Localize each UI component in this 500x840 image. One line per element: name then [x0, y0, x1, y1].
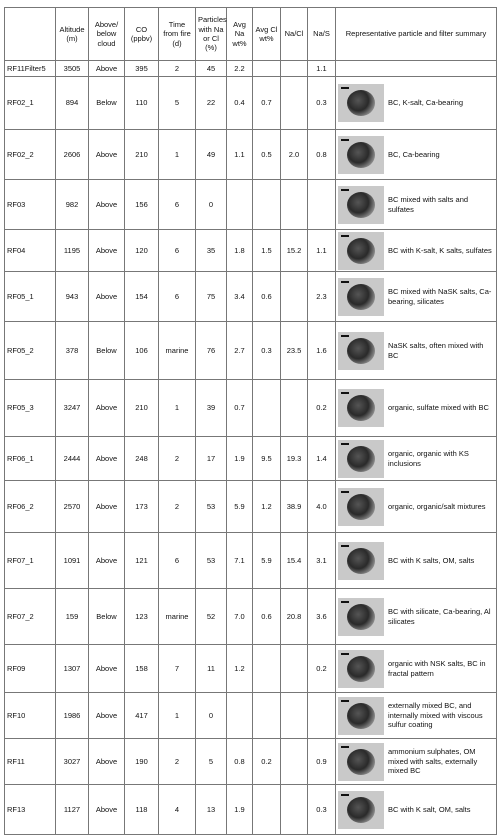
summary-text: ammonium sulphates, OM mixed with salts, externally mixed BC	[388, 747, 478, 776]
na-cl-cell	[281, 61, 308, 77]
flight-cell: RF03	[5, 180, 56, 230]
avg-na-cell: 7.0	[227, 589, 253, 645]
na-cl-cell: 15.4	[281, 533, 308, 589]
avg-cl-cell	[253, 61, 281, 77]
particles-cell: 53	[196, 533, 227, 589]
summary-text: organic, organic/salt mixtures	[388, 501, 486, 511]
na-s-cell: 3.1	[308, 533, 336, 589]
table-row	[5, 130, 497, 180]
flight-cell: RF06_2	[5, 481, 56, 533]
flight-cell: RF02_2	[5, 130, 56, 180]
table-row	[5, 533, 497, 589]
avg-cl-cell	[253, 380, 281, 437]
particles-cell: 76	[196, 322, 227, 380]
particles-cell: 52	[196, 589, 227, 645]
table-row	[5, 61, 497, 77]
co-cell: 248	[125, 437, 159, 481]
avg-na-cell: 0.7	[227, 380, 253, 437]
summary-text: BC with silicate, Ca-bearing, Al silicates	[388, 607, 491, 626]
altitude-cell: 2606	[56, 130, 89, 180]
na-cl-cell	[281, 693, 308, 739]
altitude-cell: 1986	[56, 693, 89, 739]
avg-cl-cell: 1.2	[253, 481, 281, 533]
avg-na-cell: 1.1	[227, 130, 253, 180]
na-cl-cell: 15.2	[281, 230, 308, 272]
na-cl-cell	[281, 180, 308, 230]
header-altitude: Altitude (m)	[56, 8, 89, 61]
avg-na-cell: 0.8	[227, 739, 253, 785]
cloud-cell: Above	[89, 739, 125, 785]
co-cell: 106	[125, 322, 159, 380]
summary-cell	[336, 180, 497, 230]
time-from-fire-cell: marine	[159, 322, 196, 380]
altitude-cell: 1091	[56, 533, 89, 589]
flight-cell: RF11	[5, 739, 56, 785]
particles-cell: 22	[196, 77, 227, 130]
flight-cell: RF07_2	[5, 589, 56, 645]
summary-cell	[336, 77, 497, 130]
particles-cell: 0	[196, 693, 227, 739]
altitude-cell: 3247	[56, 380, 89, 437]
co-cell: 154	[125, 272, 159, 322]
avg-na-cell	[227, 693, 253, 739]
na-cl-cell: 23.5	[281, 322, 308, 380]
header-flight	[5, 8, 56, 61]
table-row	[5, 380, 497, 437]
na-cl-cell	[281, 77, 308, 130]
co-cell: 118	[125, 785, 159, 835]
avg-na-cell	[227, 180, 253, 230]
particles-cell: 49	[196, 130, 227, 180]
particle-micrograph	[338, 136, 384, 174]
summary-cell	[336, 437, 497, 481]
summary-cell	[336, 380, 497, 437]
table-row	[5, 180, 497, 230]
na-s-cell: 1.1	[308, 230, 336, 272]
header-cloud: Above/ below cloud	[89, 8, 125, 61]
cloud-cell: Above	[89, 785, 125, 835]
particle-micrograph	[338, 488, 384, 526]
time-from-fire-cell: 2	[159, 481, 196, 533]
avg-cl-cell: 0.6	[253, 589, 281, 645]
time-from-fire-cell: 6	[159, 180, 196, 230]
table-row	[5, 739, 497, 785]
na-s-cell: 0.3	[308, 77, 336, 130]
particles-cell: 11	[196, 645, 227, 693]
avg-cl-cell	[253, 693, 281, 739]
summary-cell	[336, 589, 497, 645]
summary-text: BC with K salt, OM, salts	[388, 804, 471, 814]
particle-micrograph	[338, 791, 384, 829]
cloud-cell: Above	[89, 230, 125, 272]
flight-cell: RF02_1	[5, 77, 56, 130]
avg-cl-cell	[253, 180, 281, 230]
time-from-fire-cell: marine	[159, 589, 196, 645]
na-cl-cell: 20.8	[281, 589, 308, 645]
cloud-cell: Above	[89, 272, 125, 322]
co-cell: 123	[125, 589, 159, 645]
summary-text: organic with NSK salts, BC in fractal pattern	[388, 659, 486, 678]
table-row	[5, 230, 497, 272]
avg-na-cell: 2.7	[227, 322, 253, 380]
na-s-cell: 1.4	[308, 437, 336, 481]
particles-cell: 0	[196, 180, 227, 230]
avg-na-cell: 5.9	[227, 481, 253, 533]
na-cl-cell	[281, 645, 308, 693]
summary-text: BC, K-salt, Ca-bearing	[388, 98, 464, 108]
cloud-cell: Below	[89, 77, 125, 130]
co-cell: 210	[125, 130, 159, 180]
altitude-cell: 3027	[56, 739, 89, 785]
cloud-cell: Above	[89, 481, 125, 533]
na-cl-cell: 38.9	[281, 481, 308, 533]
header-na-s: Na/S	[308, 8, 336, 61]
na-s-cell: 3.6	[308, 589, 336, 645]
co-cell: 210	[125, 380, 159, 437]
flight-cell: RF09	[5, 645, 56, 693]
na-cl-cell: 2.0	[281, 130, 308, 180]
cloud-cell: Below	[89, 322, 125, 380]
na-s-cell: 1.6	[308, 322, 336, 380]
header-time-from-fire: Time from fire (d)	[159, 8, 196, 61]
na-s-cell	[308, 180, 336, 230]
time-from-fire-cell: 4	[159, 785, 196, 835]
avg-na-cell: 7.1	[227, 533, 253, 589]
na-cl-cell	[281, 380, 308, 437]
na-s-cell: 4.0	[308, 481, 336, 533]
na-s-cell: 1.1	[308, 61, 336, 77]
time-from-fire-cell: 6	[159, 533, 196, 589]
na-s-cell: 0.2	[308, 645, 336, 693]
particles-cell: 39	[196, 380, 227, 437]
avg-na-cell: 2.2	[227, 61, 253, 77]
na-s-cell: 0.8	[308, 130, 336, 180]
summary-text: BC mixed with salts and sulfates	[388, 195, 469, 214]
time-from-fire-cell: 2	[159, 61, 196, 77]
time-from-fire-cell: 2	[159, 437, 196, 481]
summary-text: organic, sulfate mixed with BC	[388, 403, 489, 413]
avg-cl-cell: 0.6	[253, 272, 281, 322]
co-cell: 158	[125, 645, 159, 693]
co-cell: 173	[125, 481, 159, 533]
avg-cl-cell	[253, 645, 281, 693]
particles-cell: 75	[196, 272, 227, 322]
cloud-cell: Above	[89, 61, 125, 77]
altitude-cell: 2444	[56, 437, 89, 481]
altitude-cell: 1127	[56, 785, 89, 835]
header-summary: Representative particle and filter summary	[336, 8, 497, 61]
co-cell: 395	[125, 61, 159, 77]
na-s-cell: 0.9	[308, 739, 336, 785]
particle-micrograph	[338, 697, 384, 735]
summary-cell	[336, 272, 497, 322]
avg-cl-cell	[253, 785, 281, 835]
na-s-cell: 0.3	[308, 785, 336, 835]
avg-cl-cell: 1.5	[253, 230, 281, 272]
cloud-cell: Above	[89, 180, 125, 230]
time-from-fire-cell: 5	[159, 77, 196, 130]
summary-cell	[336, 739, 497, 785]
particle-micrograph	[338, 440, 384, 478]
cloud-cell: Below	[89, 589, 125, 645]
time-from-fire-cell: 1	[159, 380, 196, 437]
particle-micrograph	[338, 598, 384, 636]
particles-cell: 17	[196, 437, 227, 481]
avg-na-cell: 1.2	[227, 645, 253, 693]
particles-cell: 5	[196, 739, 227, 785]
particle-micrograph	[338, 389, 384, 427]
altitude-cell: 1307	[56, 645, 89, 693]
flight-cell: RF07_1	[5, 533, 56, 589]
avg-cl-cell: 9.5	[253, 437, 281, 481]
particles-cell: 13	[196, 785, 227, 835]
summary-cell	[336, 322, 497, 380]
header-na-cl: Na/Cl	[281, 8, 308, 61]
summary-text: BC, Ca-bearing	[388, 149, 440, 159]
flight-cell: RF05_3	[5, 380, 56, 437]
summary-cell	[336, 481, 497, 533]
avg-cl-cell: 0.2	[253, 739, 281, 785]
summary-text: BC mixed with NaSK salts, Ca-bearing, silicates	[388, 287, 492, 306]
avg-cl-cell: 0.3	[253, 322, 281, 380]
summary-text: BC with K-salt, K salts, sulfates	[388, 245, 492, 255]
summary-cell	[336, 533, 497, 589]
co-cell: 110	[125, 77, 159, 130]
avg-cl-cell: 5.9	[253, 533, 281, 589]
co-cell: 120	[125, 230, 159, 272]
particle-micrograph	[338, 743, 384, 781]
flight-cell: RF13	[5, 785, 56, 835]
summary-cell	[336, 61, 497, 77]
particle-summary-table	[4, 7, 497, 835]
summary-text: externally mixed BC, and internally mixed with viscous sulfur coating	[388, 701, 483, 730]
table-row	[5, 437, 497, 481]
flight-cell: RF10	[5, 693, 56, 739]
summary-cell	[336, 130, 497, 180]
time-from-fire-cell: 6	[159, 272, 196, 322]
flight-cell: RF11Filter5	[5, 61, 56, 77]
time-from-fire-cell: 1	[159, 130, 196, 180]
altitude-cell: 3505	[56, 61, 89, 77]
altitude-cell: 943	[56, 272, 89, 322]
altitude-cell: 894	[56, 77, 89, 130]
table-row	[5, 272, 497, 322]
cloud-cell: Above	[89, 693, 125, 739]
altitude-cell: 1195	[56, 230, 89, 272]
summary-cell	[336, 785, 497, 835]
na-cl-cell	[281, 785, 308, 835]
avg-cl-cell: 0.5	[253, 130, 281, 180]
time-from-fire-cell: 1	[159, 693, 196, 739]
avg-na-cell: 0.4	[227, 77, 253, 130]
particle-micrograph	[338, 278, 384, 316]
altitude-cell: 982	[56, 180, 89, 230]
altitude-cell: 2570	[56, 481, 89, 533]
table-row	[5, 785, 497, 835]
time-from-fire-cell: 2	[159, 739, 196, 785]
summary-cell	[336, 230, 497, 272]
summary-cell	[336, 645, 497, 693]
particle-micrograph	[338, 542, 384, 580]
header-avg-na: Avg Na wt%	[227, 8, 253, 61]
co-cell: 156	[125, 180, 159, 230]
flight-cell: RF05_1	[5, 272, 56, 322]
table-header-row	[5, 8, 497, 61]
particles-cell: 35	[196, 230, 227, 272]
summary-text: organic, organic with KS inclusions	[388, 449, 469, 468]
co-cell: 121	[125, 533, 159, 589]
table-row	[5, 77, 497, 130]
header-particles-na-cl: Particles with Na or Cl (%)	[196, 8, 227, 61]
altitude-cell: 159	[56, 589, 89, 645]
table-row	[5, 589, 497, 645]
cloud-cell: Above	[89, 130, 125, 180]
table-row	[5, 481, 497, 533]
summary-text: NaSK salts, often mixed with BC	[388, 341, 484, 360]
co-cell: 190	[125, 739, 159, 785]
cloud-cell: Above	[89, 437, 125, 481]
altitude-cell: 378	[56, 322, 89, 380]
flight-cell: RF06_1	[5, 437, 56, 481]
avg-na-cell: 1.8	[227, 230, 253, 272]
na-s-cell	[308, 693, 336, 739]
avg-na-cell: 1.9	[227, 785, 253, 835]
header-co: CO (ppbv)	[125, 8, 159, 61]
cloud-cell: Above	[89, 380, 125, 437]
summary-text: BC with K salts, OM, salts	[388, 555, 475, 565]
particle-micrograph	[338, 84, 384, 122]
particles-cell: 53	[196, 481, 227, 533]
time-from-fire-cell: 6	[159, 230, 196, 272]
avg-na-cell: 1.9	[227, 437, 253, 481]
cloud-cell: Above	[89, 533, 125, 589]
particle-micrograph	[338, 332, 384, 370]
avg-cl-cell: 0.7	[253, 77, 281, 130]
na-cl-cell: 19.3	[281, 437, 308, 481]
na-cl-cell	[281, 739, 308, 785]
header-avg-cl: Avg Cl wt%	[253, 8, 281, 61]
co-cell: 417	[125, 693, 159, 739]
na-s-cell: 2.3	[308, 272, 336, 322]
table-row	[5, 645, 497, 693]
table-row	[5, 693, 497, 739]
na-s-cell: 0.2	[308, 380, 336, 437]
summary-cell	[336, 693, 497, 739]
particles-cell: 45	[196, 61, 227, 77]
flight-cell: RF05_2	[5, 322, 56, 380]
flight-cell: RF04	[5, 230, 56, 272]
table-row	[5, 322, 497, 380]
time-from-fire-cell: 7	[159, 645, 196, 693]
na-cl-cell	[281, 272, 308, 322]
particle-micrograph	[338, 650, 384, 688]
particle-micrograph	[338, 232, 384, 270]
avg-na-cell: 3.4	[227, 272, 253, 322]
particle-micrograph	[338, 186, 384, 224]
cloud-cell: Above	[89, 645, 125, 693]
